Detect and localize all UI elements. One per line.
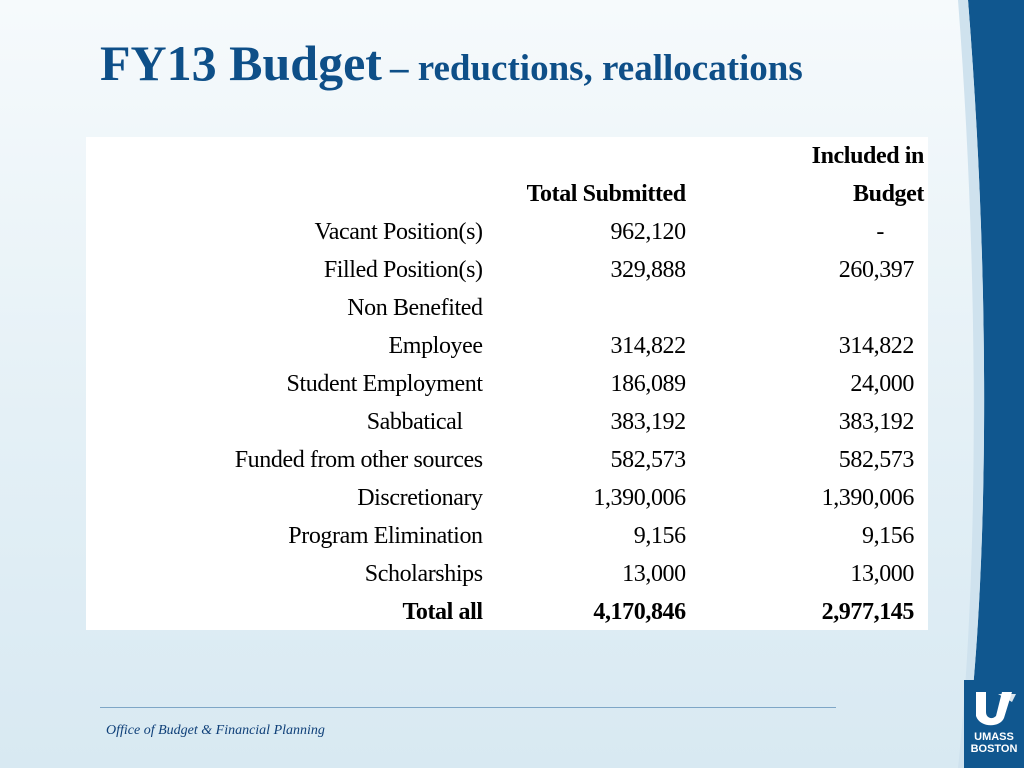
row-label: Student Employment	[286, 371, 483, 397]
row-included: 1,390,006	[821, 485, 914, 511]
header-label-empty-2	[86, 175, 483, 213]
table-row	[86, 517, 928, 555]
row-submitted: 582,573	[610, 447, 686, 473]
table-row	[86, 441, 928, 479]
row-submitted-empty	[483, 289, 686, 327]
table-row	[86, 365, 928, 403]
table-row	[86, 213, 928, 251]
logo-text	[964, 731, 1024, 755]
row-submitted: 1,390,006	[593, 485, 686, 511]
row-submitted: 186,089	[610, 371, 686, 397]
total-included: 2,977,145	[821, 599, 914, 625]
row-label: Discretionary	[357, 485, 483, 511]
budget-table-panel	[86, 137, 928, 630]
row-submitted: 13,000	[622, 561, 686, 587]
row-label-continued: Employee	[388, 333, 483, 359]
header-label-empty	[86, 137, 483, 175]
logo-line2: BOSTON	[970, 743, 1018, 755]
row-submitted: 9,156	[633, 523, 686, 549]
sidebar-decoration	[958, 0, 1024, 768]
header-submitted-empty	[483, 137, 686, 175]
row-label: Sabbatical	[366, 409, 463, 435]
footer-divider	[100, 707, 836, 708]
header-row-2	[86, 175, 928, 213]
table-row	[86, 555, 928, 593]
header-included-line1: Included in	[811, 143, 924, 169]
row-submitted: 962,120	[610, 219, 686, 245]
row-submitted: 383,192	[610, 409, 686, 435]
budget-table	[86, 137, 928, 631]
total-submitted: 4,170,846	[593, 599, 686, 625]
header-row-1	[86, 137, 928, 175]
row-included: -	[876, 219, 884, 245]
footer-text: Office of Budget & Financial Planning	[106, 723, 325, 738]
table-row	[86, 289, 928, 327]
row-label: Funded from other sources	[234, 447, 483, 473]
row-label: Vacant Position(s)	[314, 219, 483, 245]
row-label: Non Benefited	[347, 295, 483, 321]
row-included: 13,000	[850, 561, 914, 587]
total-label: Total all	[402, 599, 483, 625]
row-label: Filled Position(s)	[323, 257, 483, 283]
row-included: 24,000	[850, 371, 914, 397]
row-submitted: 314,822	[610, 333, 686, 359]
row-included: 582,573	[838, 447, 914, 473]
row-included: 314,822	[838, 333, 914, 359]
logo-line1: UMASS	[974, 731, 1014, 743]
table-row	[86, 403, 928, 441]
row-submitted: 329,888	[610, 257, 686, 283]
table-row	[86, 479, 928, 517]
row-included: 9,156	[861, 523, 914, 549]
page-title	[100, 34, 803, 92]
row-included: 383,192	[838, 409, 914, 435]
row-label: Scholarships	[364, 561, 483, 587]
umass-u-logo-icon	[968, 688, 1020, 728]
row-included-empty	[686, 289, 928, 327]
header-total-submitted: Total Submitted	[526, 181, 686, 207]
total-row	[86, 593, 928, 631]
row-included: 260,397	[838, 257, 914, 283]
header-included-line2: Budget	[853, 181, 924, 207]
row-label: Program Elimination	[288, 523, 483, 549]
title-subtitle: – reductions, reallocations	[389, 48, 803, 89]
table-row	[86, 327, 928, 365]
table-row	[86, 251, 928, 289]
title-main: FY13 Budget	[100, 35, 382, 91]
